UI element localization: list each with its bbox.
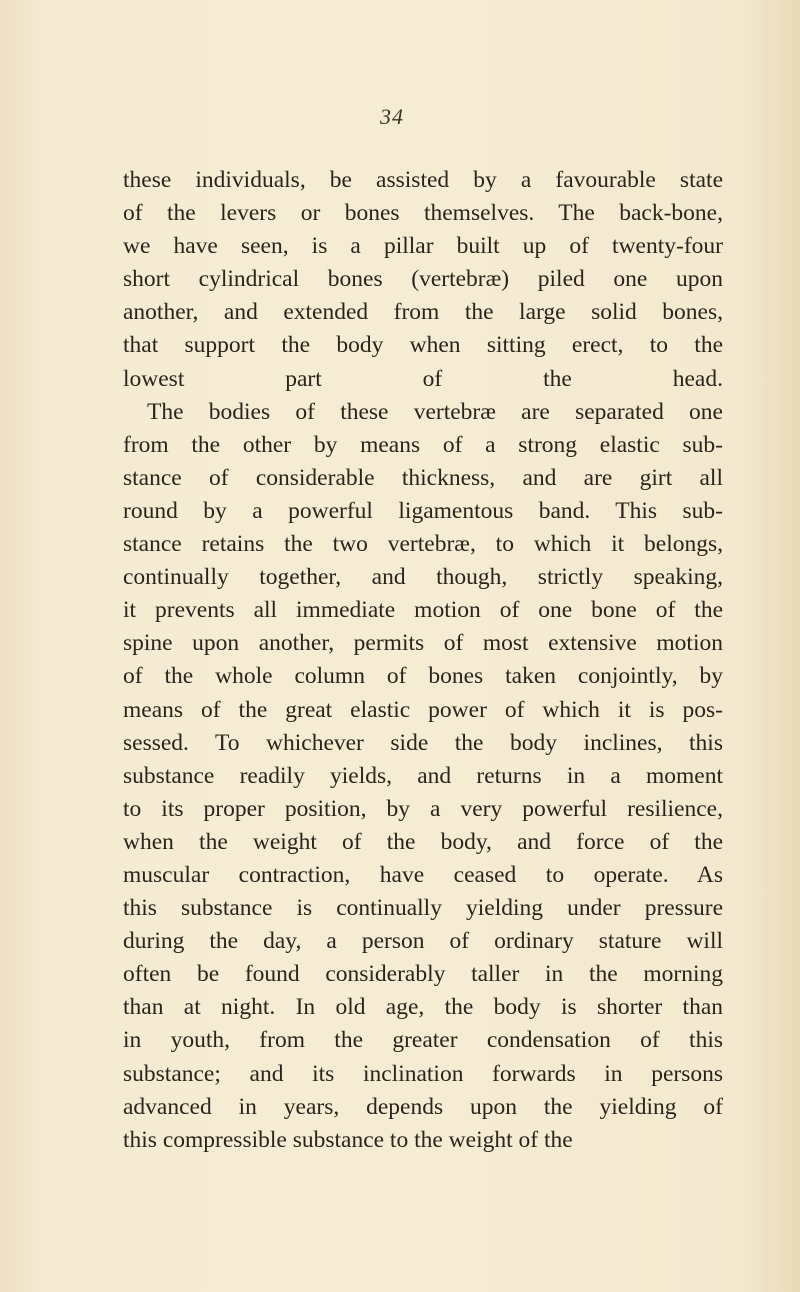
- text-line: muscular contraction, have ceased to operate. As: [123, 861, 723, 888]
- text-line: it prevents all immediate motion of one bone of the: [123, 597, 723, 624]
- text-line: stance of considerable thickness, and are girt all: [123, 464, 723, 491]
- text-line: this substance is continually yielding under pressure: [123, 895, 723, 922]
- text-line: advanced in years, depends upon the yielding of: [123, 1093, 723, 1120]
- page-number: 34: [380, 104, 404, 129]
- body-text: [123, 164, 723, 1157]
- text-line: sessed. To whichever side the body inclines, this: [123, 729, 723, 756]
- text-line: from the other by means of a strong elastic sub-: [123, 431, 723, 458]
- text-line: to its proper position, by a very powerful resilience,: [123, 795, 723, 822]
- text-line: spine upon another, permits of most extensive motion: [123, 630, 723, 657]
- text-line: means of the great elastic power of which it is pos-: [123, 696, 723, 723]
- text-line: stance retains the two vertebræ, to which it belongs,: [123, 531, 723, 558]
- text-line: lowest part of the head.: [123, 365, 723, 392]
- text-line: round by a powerful ligamentous band. This sub-: [123, 497, 723, 524]
- text-line: substance readily yields, and returns in a moment: [123, 762, 723, 789]
- text-line: during the day, a person of ordinary stature will: [123, 928, 723, 955]
- text-line: often be found considerably taller in the morning: [123, 961, 723, 988]
- text-line: these individuals, be assisted by a favourable state: [123, 167, 723, 193]
- text-line: The bodies of these vertebræ are separated one: [147, 398, 723, 425]
- text-line: that support the body when sitting erect, to the: [123, 332, 723, 359]
- text-line: than at night. In old age, the body is shorter than: [123, 994, 723, 1021]
- text-line: continually together, and though, strictly speaking,: [123, 564, 723, 591]
- text-line: another, and extended from the large solid bones,: [123, 299, 723, 326]
- text-line: we have seen, is a pillar built up of twenty-four: [123, 233, 723, 260]
- text-line: when the weight of the body, and force of the: [123, 828, 723, 855]
- text-line: in youth, from the greater condensation of this: [123, 1027, 723, 1054]
- text-line: this compressible substance to the weight of the: [123, 1126, 573, 1153]
- text-line: short cylindrical bones (vertebræ) piled one upon: [123, 266, 723, 293]
- text-line: of the levers or bones themselves. The back-bone,: [123, 200, 723, 227]
- text-line: of the whole column of bones taken conjointly, by: [123, 663, 723, 690]
- text-line: substance; and its inclination forwards in persons: [123, 1060, 723, 1087]
